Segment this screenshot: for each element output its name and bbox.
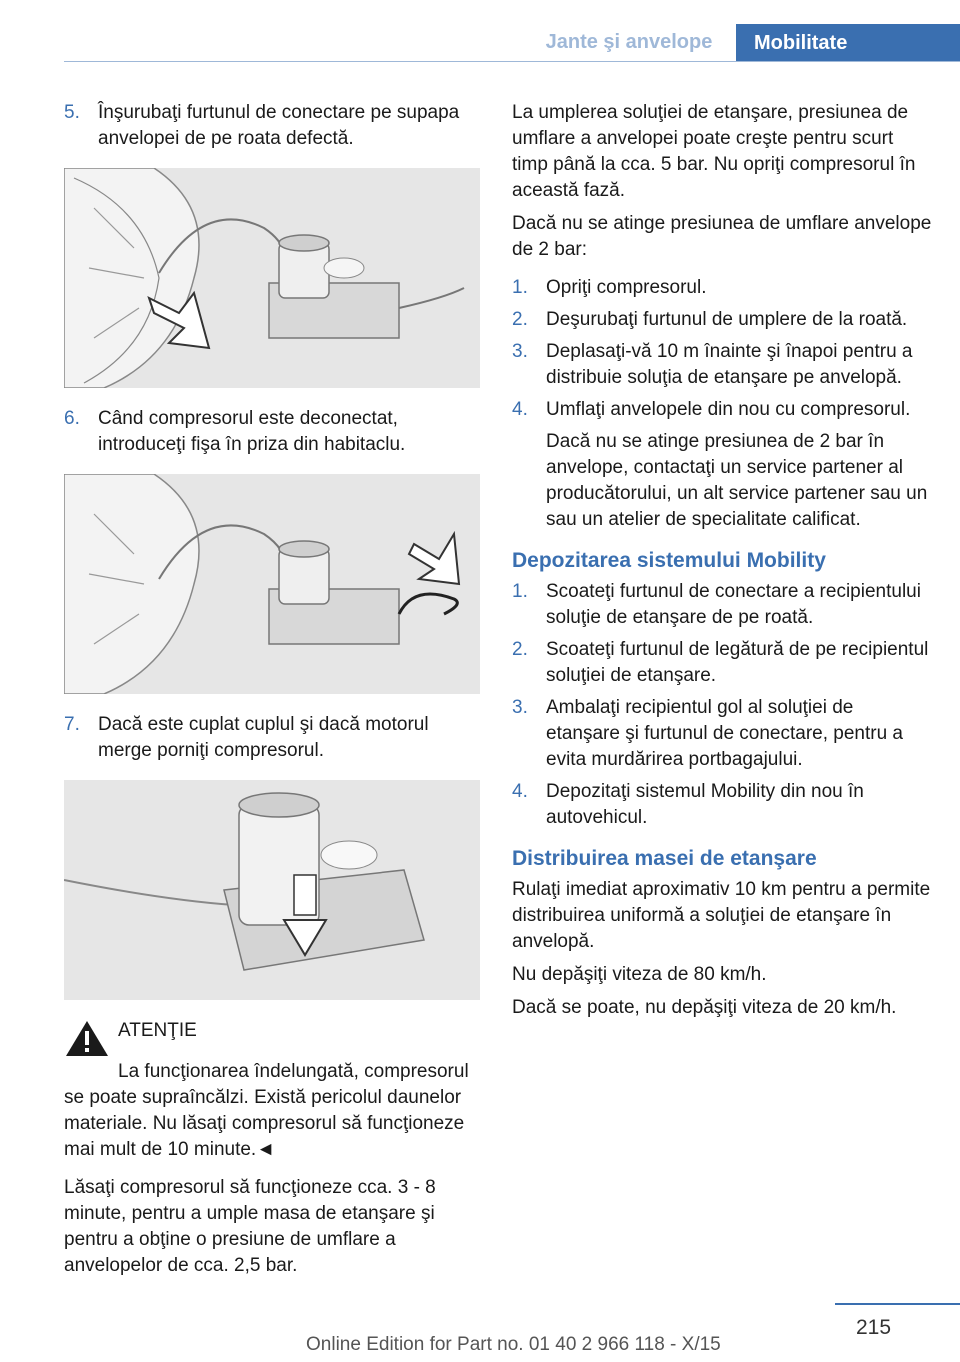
header-chapter-tab: Mobilitate — [736, 24, 960, 62]
paragraph: Lăsaţi compresorul să funcţioneze cca. 3 - 8 minute, pentru a umple masa de etanşare şi pentru a obţine o presiune de umflare a anvelopelor de cca. 2,5 bar. — [64, 1177, 436, 1276]
step-text: Deşurubaţi furtunul de umplere de la roată. — [546, 309, 908, 330]
section-heading: Distribuirea masei de etanşare — [512, 847, 817, 870]
step-number: 4. — [512, 781, 528, 802]
left-column — [64, 100, 482, 1286]
header-section-tab: Jante şi anvelope — [545, 31, 713, 53]
warning-block — [64, 1018, 482, 1063]
step-text: Ambalaţi recipientul gol al soluţiei de etanşare şi furtunul de conectare, pentru a evita murdărirea portbagajului. — [546, 697, 904, 770]
right-column — [512, 100, 932, 1028]
step-number: 2. — [512, 309, 528, 330]
list-item — [512, 579, 932, 631]
compressor-closeup-illustration — [64, 780, 480, 1000]
step-number: 1. — [512, 277, 528, 298]
list-item — [512, 275, 932, 301]
step-text: Înşurubaţi furtunul de conectare pe supapa anvelopei de pe roata defectă. — [98, 102, 460, 149]
section-heading: Depozitarea sistemului Mobility — [512, 549, 826, 572]
step-number: 2. — [512, 639, 528, 660]
step-number: 3. — [512, 697, 528, 718]
step-number: 4. — [512, 399, 528, 420]
step-text: Când compresorul este deconectat, introduceţi fişa în priza din habitaclu. — [98, 408, 406, 455]
step-text: Deplasaţi-vă 10 m înainte şi înapoi pentru a distribuie soluţia de etanşare pe anvelopă. — [546, 341, 913, 388]
steps-list-a — [512, 275, 932, 533]
step-5 — [64, 100, 482, 152]
list-item — [512, 397, 932, 423]
step-number: 7. — [64, 714, 80, 735]
step-text: Umflaţi anvelopele din nou cu compresorul. — [546, 399, 911, 420]
list-item — [512, 695, 932, 773]
footer-edition: Online Edition for Part no. 01 40 2 966 118 - X/15 — [306, 1334, 721, 1355]
paragraph: Dacă nu se atinge presiunea de umflare anvelope de 2 bar: — [512, 213, 932, 260]
list-item — [512, 307, 932, 333]
paragraph: Rulaţi imediat aproximativ 10 km pentru a permite distribuirea uniformă a soluţiei de etanşare în anvelopă. — [512, 879, 931, 952]
warning-triangle-icon — [64, 1018, 114, 1063]
step-number: 6. — [64, 408, 80, 429]
list-item — [512, 779, 932, 831]
step-text: Scoateţi furtunul de conectare a recipientului soluţie de etanşare de pe roată. — [546, 581, 921, 628]
compressor-illustration — [64, 474, 480, 694]
figure-hose-on-valve — [64, 168, 480, 388]
step-text: Opriţi compresorul. — [546, 277, 707, 298]
paragraph: Nu depăşiţi viteza de 80 km/h. — [512, 964, 767, 985]
list-item — [512, 637, 932, 689]
step-text: Scoateţi furtunul de legătură de pe recipientul soluţiei de etanşare. — [546, 639, 929, 686]
figure-power-switch — [64, 780, 480, 1000]
paragraph: Dacă se poate, nu depăşiţi viteza de 20 km/h. — [512, 997, 897, 1018]
compressor-illustration — [64, 168, 480, 388]
steps-list-b — [512, 579, 932, 831]
list-item — [512, 339, 932, 391]
step-note: Dacă nu se atinge presiunea de 2 bar în anvelope, contactaţi un service partener al producătorului, un alt service partener sau un sau un atelier de specialitate calificat. — [546, 431, 928, 530]
step-6 — [64, 406, 482, 458]
step-text: Depozitaţi sistemul Mobility din nou în autovehicul. — [546, 781, 864, 828]
page-number: 215 — [856, 1316, 892, 1339]
footer-rule — [835, 1303, 960, 1305]
header-rule — [64, 61, 960, 62]
step-number: 3. — [512, 341, 528, 362]
paragraph: La umplerea soluţiei de etanşare, presiunea de umflare a anvelopei poate creşte pentru scurt timp până la cca. 5 bar. Nu opriţi compresorul în această fază. — [512, 102, 916, 201]
warning-title: ATENŢIE — [118, 1020, 197, 1041]
warning-text: La funcţionarea îndelungată, compresorul se poate supraîncălzi. Există pericolul daunelor materiale. Nu lăsaţi compresorul să funcţioneze mai mult de 10 minute.◄ — [64, 1061, 469, 1160]
step-number: 1. — [512, 581, 528, 602]
step-7 — [64, 712, 482, 764]
step-number: 5. — [64, 102, 80, 123]
step-text: Dacă este cuplat cuplul şi dacă motorul merge porniţi compresorul. — [98, 714, 429, 761]
figure-plug-socket — [64, 474, 480, 694]
